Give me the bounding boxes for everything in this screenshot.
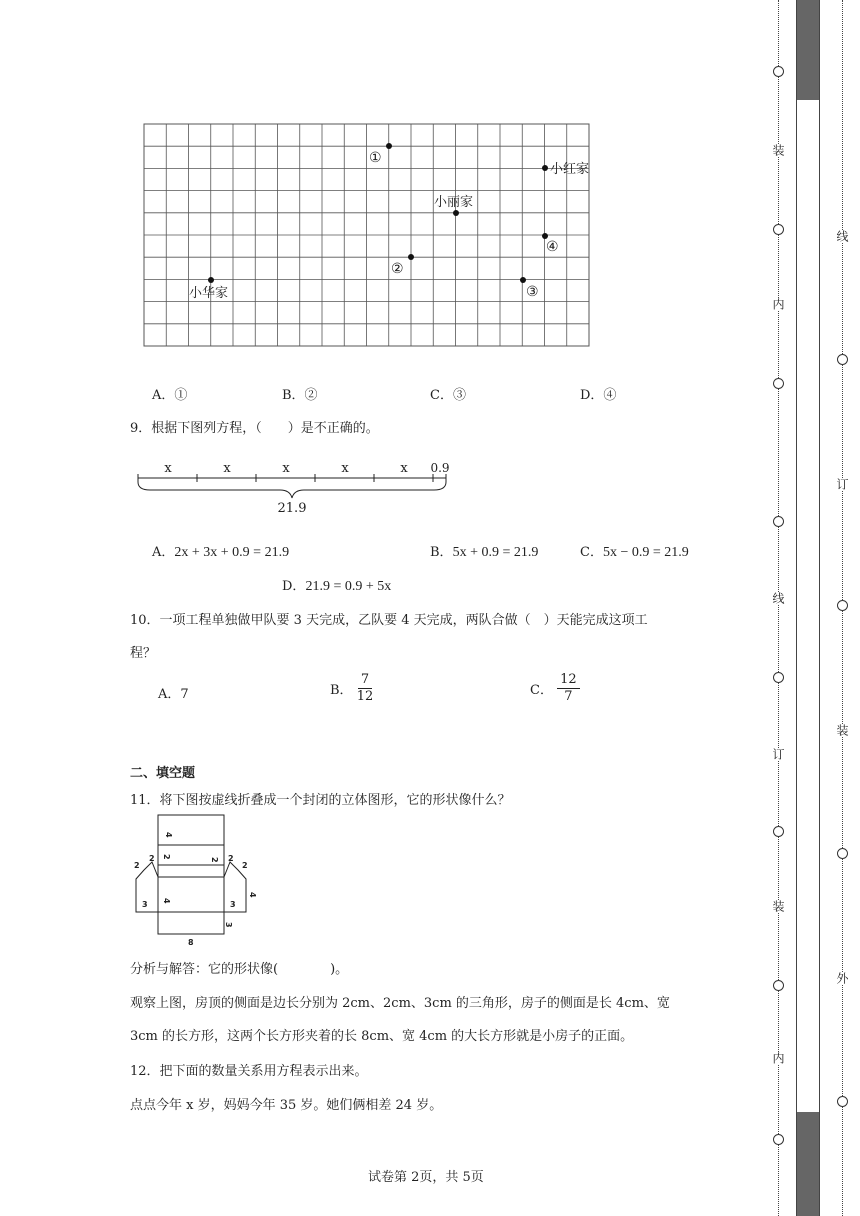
binding-label-outer-wai: 外 (835, 972, 849, 984)
binding-circle (837, 1096, 848, 1107)
segment-diagram (130, 458, 460, 520)
net-label-left3: 3 (142, 900, 148, 909)
q10-option-b[interactable]: B． $\frac{7}{12}$ (330, 672, 374, 704)
q10-option-c[interactable]: C． $\frac{12}{7}$ (530, 672, 580, 705)
q11-answer-line: 分析与解答：它的形状像( )。 (130, 962, 349, 977)
q11-explanation-line2: 3cm 的长方形，这两个长方形夹着的长 8cm、宽 4cm 的大长方形就是小房子的正面。 (130, 1029, 634, 1044)
label-4: ④ (546, 239, 559, 255)
binding-circle (837, 848, 848, 859)
fraction-12-7: $\frac{12}{7}$ (557, 672, 580, 705)
net-label-side3: 3 (224, 922, 233, 928)
binding-circle (837, 354, 848, 365)
binding-label-inner-zhuang: 装 (771, 144, 785, 156)
net-label-r2b: 2 (242, 861, 248, 870)
binding-circle (773, 826, 784, 837)
house-net-diagram (130, 812, 270, 952)
q8-option-d[interactable]: D．④ (580, 388, 617, 403)
binding-label-outer-ding: 订 (835, 478, 849, 490)
q9-option-b[interactable]: B．5x + 0.9 = 21.9 (430, 545, 539, 560)
binding-label-inner-zhuang-2: 装 (771, 900, 785, 912)
net-label-r2a: 2 (228, 854, 234, 863)
fraction-7-12: $\frac{7}{12}$ (356, 672, 374, 704)
binding-circle (773, 66, 784, 77)
net-label-right3: 3 (230, 900, 236, 909)
q11-stem: 11．将下图按虚线折叠成一个封闭的立体图形，它的形状像什么？ (130, 793, 511, 808)
binding-circle (837, 600, 848, 611)
binding-circle (773, 224, 784, 235)
segment-x-1: x (164, 461, 172, 476)
label-1: ① (369, 150, 382, 166)
segment-x-4: x (341, 461, 349, 476)
net-label-l2b: 2 (149, 854, 155, 863)
net-label-top4: 4 (164, 832, 173, 838)
q9-option-d[interactable]: D．21.9 = 0.9 + 5x (282, 579, 392, 594)
label-3: ③ (526, 284, 539, 300)
segment-total: 21.9 (277, 501, 307, 516)
q10-stem-line1: 10．一项工程单独做甲队要 3 天完成，乙队要 4 天完成，两队合做（ ）天能完成这项工 (130, 613, 648, 628)
segment-x-5: x (400, 461, 408, 476)
binding-margin (760, 0, 860, 1216)
binding-label-outer-zhuang: 装 (835, 724, 849, 736)
segment-tail: 0.9 (430, 461, 450, 475)
q12-stem: 12．把下面的数量关系用方程表示出来。 (130, 1064, 368, 1079)
label-2: ② (391, 261, 404, 277)
binding-label-inner-nei-2: 内 (771, 1052, 785, 1064)
section-title: 二、填空题 (130, 766, 196, 781)
binding-label-inner-xian: 线 (771, 592, 785, 604)
binding-circle (773, 980, 784, 991)
binding-circle (773, 1134, 784, 1145)
inner-dotted-line (778, 0, 779, 1216)
point-3 (520, 277, 526, 283)
net-label-mid4: 4 (162, 898, 171, 904)
q9-stem: 9．根据下图列方程，（ ）是不正确的。 (130, 421, 379, 436)
binding-label-inner-nei: 内 (771, 298, 785, 310)
q12-text: 点点今年 x 岁，妈妈今年 35 岁。她们俩相差 24 岁。 (130, 1098, 443, 1113)
binding-label-inner-ding: 订 (771, 748, 785, 760)
binding-circle (773, 378, 784, 389)
net-label-2a: 2 (162, 854, 171, 860)
point-1 (386, 143, 392, 149)
q8-option-c[interactable]: C．③ (430, 388, 466, 403)
net-label-l2a: 2 (134, 861, 140, 870)
label-xiaohong: 小红家 (550, 162, 590, 177)
q10-option-a[interactable]: A．7 (158, 687, 189, 702)
q11-explanation-line1: 观察上图，房顶的侧面是边长分别为 2cm、2cm、3cm 的三角形，房子的侧面是长 4cm、宽 (130, 996, 670, 1011)
net-label-2b: 2 (210, 857, 219, 863)
label-xiaohua: 小华家 (189, 286, 229, 301)
q10-stem-line2: 程？ (130, 646, 157, 661)
point-xiaohong (542, 165, 548, 171)
q9-option-c[interactable]: C．5x − 0.9 = 21.9 (580, 545, 689, 560)
binding-label-outer-xian: 线 (835, 230, 849, 242)
q8-option-a[interactable]: A．① (152, 388, 188, 403)
point-xiaohua (208, 277, 214, 283)
coordinate-grid (140, 120, 600, 350)
binding-circle (773, 672, 784, 683)
q9-option-a[interactable]: A．2x + 3x + 0.9 = 21.9 (152, 545, 290, 560)
point-xiaoli (453, 210, 459, 216)
point-2 (408, 254, 414, 260)
binding-circle (773, 516, 784, 527)
bar-frame (796, 0, 820, 1216)
segment-x-2: x (223, 461, 231, 476)
page-footer: 试卷第 2页，共 5页 (368, 1170, 484, 1185)
segment-x-3: x (282, 461, 290, 476)
net-label-bottom8: 8 (188, 938, 194, 947)
net-label-side4: 4 (248, 892, 257, 898)
q8-option-b[interactable]: B．② (282, 388, 318, 403)
label-xiaoli: 小丽家 (434, 195, 474, 210)
